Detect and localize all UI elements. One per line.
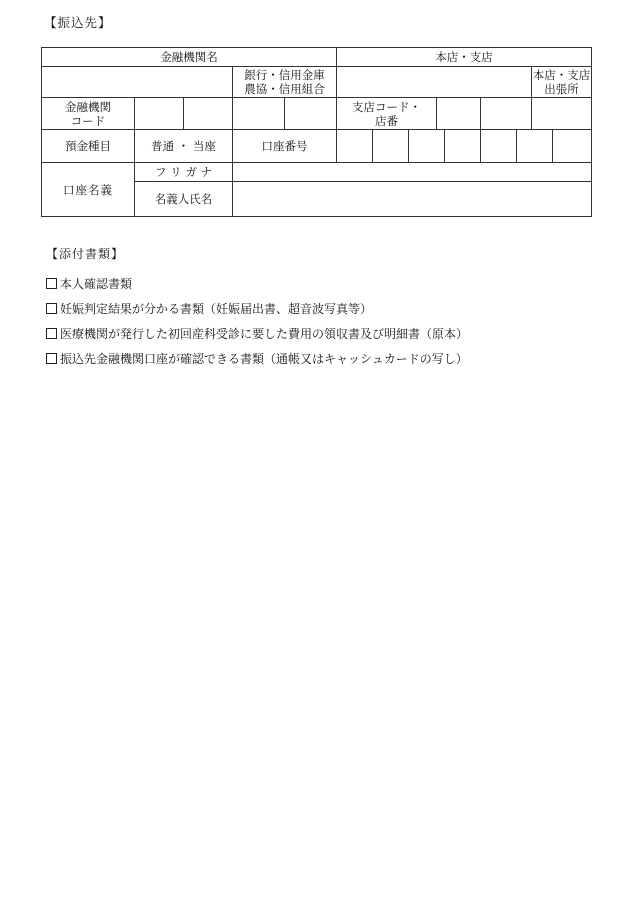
attachments-section	[46, 245, 468, 371]
institution-code-label-line1: 金融機関	[65, 99, 111, 114]
branch-code-digit-2[interactable]	[481, 98, 532, 130]
attachment-item	[46, 296, 468, 321]
branch-code-digit-1[interactable]	[437, 98, 481, 130]
holder-name-label: 名義人氏名	[135, 182, 233, 217]
checkbox-icon[interactable]	[46, 328, 57, 339]
account-number-digit-2[interactable]	[373, 130, 409, 163]
account-number-digit-5[interactable]	[481, 130, 517, 163]
checkbox-icon[interactable]	[46, 303, 57, 314]
attachment-item	[46, 271, 468, 296]
institution-code-digit-2[interactable]	[184, 98, 233, 130]
institution-code-digit-1[interactable]	[135, 98, 184, 130]
attachment-item	[46, 346, 468, 371]
account-number-digit-6[interactable]	[517, 130, 553, 163]
institution-type-options[interactable]	[233, 67, 337, 98]
branch-type-options[interactable]	[532, 67, 592, 98]
checkbox-icon[interactable]	[46, 353, 57, 364]
account-holder-label: 口座名義	[42, 163, 135, 217]
institution-type-line1: 銀行・信用金庫	[244, 68, 325, 82]
deposit-type-label: 預金種目	[42, 130, 135, 163]
holder-name-input[interactable]	[233, 182, 592, 217]
account-number-digit-4[interactable]	[445, 130, 481, 163]
furigana-input[interactable]	[233, 163, 592, 182]
checkbox-icon[interactable]	[46, 278, 57, 289]
account-number-digit-7[interactable]	[553, 130, 592, 163]
account-number-digit-1[interactable]	[337, 130, 373, 163]
furigana-label: フ リ ガ ナ	[135, 163, 233, 182]
institution-code-label-line2: コード	[70, 113, 106, 128]
branch-label: 本店・支店	[337, 48, 592, 67]
account-number-digit-3[interactable]	[409, 130, 445, 163]
branch-type-line2: 出張所	[544, 82, 579, 96]
institution-name-input[interactable]	[42, 67, 233, 98]
section-title-transfer-destination: 【振込先】	[44, 15, 112, 30]
bank-account-table	[41, 47, 592, 217]
institution-type-line2: 農協・信用組合	[244, 82, 325, 96]
branch-type-line1: 本店・支店	[532, 68, 591, 82]
account-number-label: 口座番号	[233, 130, 337, 163]
branch-code-digit-3[interactable]	[532, 98, 592, 130]
attachment-item-label: 本人確認書類	[60, 277, 133, 291]
deposit-type-options[interactable]: 普通 ・ 当座	[135, 130, 233, 163]
institution-name-label: 金融機関名	[42, 48, 337, 67]
institution-code-digit-4[interactable]	[285, 98, 337, 130]
attachment-item-label: 医療機関が発行した初回産科受診に要した費用の領収書及び明細書（原本）	[60, 327, 469, 341]
attachment-item-label: 振込先金融機関口座が確認できる書類（通帳又はキャッシュカードの写し）	[60, 352, 468, 366]
attachment-item	[46, 321, 468, 346]
branch-code-label	[337, 98, 437, 130]
institution-code-digit-3[interactable]	[233, 98, 285, 130]
attachments-title: 【添付書類】	[46, 247, 125, 261]
attachment-item-label: 妊娠判定結果が分かる書類（妊娠届出書、超音波写真等）	[60, 302, 373, 316]
institution-code-label	[42, 98, 135, 130]
branch-code-label-line2: 店番	[375, 113, 398, 128]
branch-name-input[interactable]	[337, 67, 532, 98]
branch-code-label-line1: 支店コード・	[352, 99, 421, 114]
